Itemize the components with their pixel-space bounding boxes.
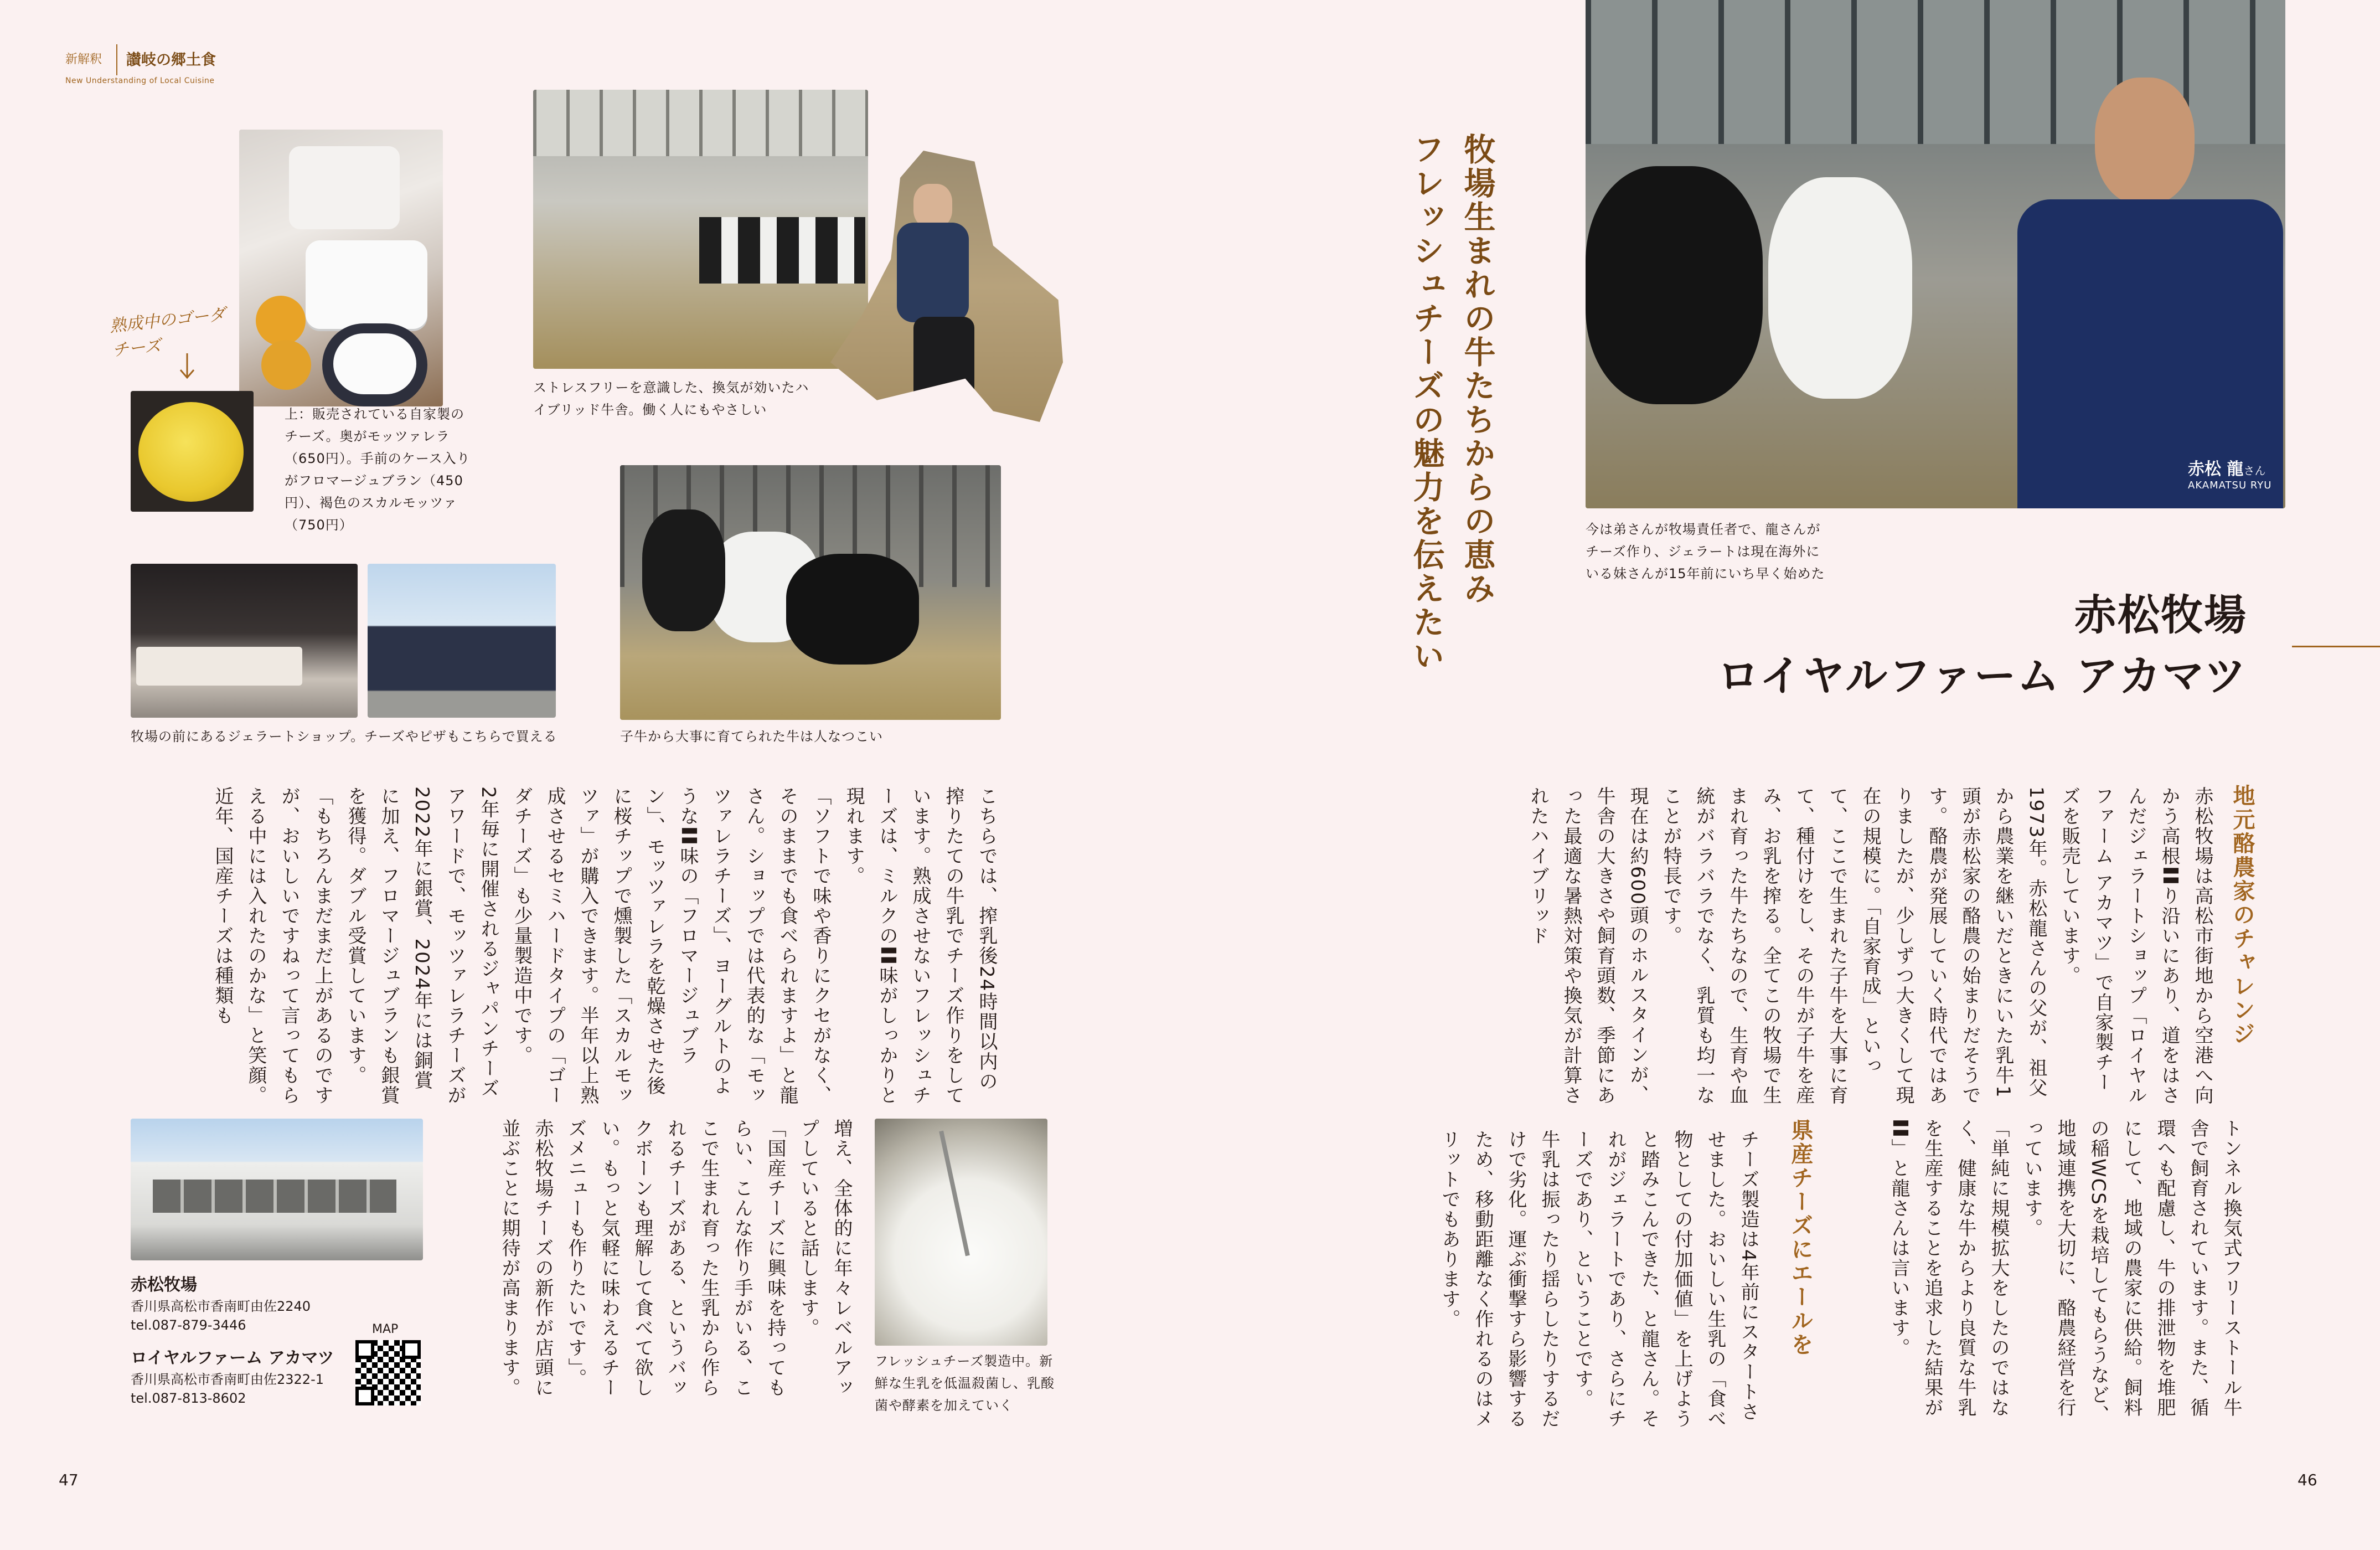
caption-fresh-cheese: フレッシュチーズ製造中。新鮮な生乳を低温殺菌し、乳酸菌や酵素を加えていく [875, 1353, 1055, 1413]
right-body-lower [1377, 1130, 1765, 1429]
cheese-products-photo [239, 130, 443, 406]
hybrid-barn-photo [533, 90, 868, 369]
right-cont-para-1: トンネル換気式フリーストール牛舎で飼育されています。また、循環へも配慮し、牛の排泄物を堆肥にして、地域の農家に供給。飼料の稲WCSを栽培してもらうなど、地域連携を大切に、酪農経営を行っています。 [2021, 1119, 2242, 1425]
page-number-right: 46 [2298, 1471, 2317, 1489]
info-name-1: 赤松牧場 [131, 1275, 197, 1295]
left-body-para-3: 2年毎に開催されるジャパンチーズアワードで、モッツァレラチーズが2022年に銀賞、2024年には銅賞に加え、フロマージュブランも銀賞を獲得。ダブル受賞しています。 [344, 786, 499, 1105]
caption-portrait: 今は弟さんが牧場責任者で、龍さんがチーズ作り、ジェラートは現在海外にいる妹さんが15年前にいち早く始めた [1586, 522, 1825, 581]
page-number-left: 47 [59, 1471, 79, 1489]
right-body-para-1: 赤松牧場は高松市街地から空港へ向かう高根〓り沿いにあり、道をはさんだジェラートショップ「ロイヤルファーム アカマツ」で自家製チーズを販売しています。 [2058, 786, 2213, 1105]
title-rule [2292, 646, 2380, 647]
right-body-para-2: 1973年。赤松龍さんの父が、祖父から農業を継いだときにいた乳牛1頭が赤松家の酪農の始まりだそうです。酪農が発展していく時代ではありましたが、少しずつ大きくして現在の規模に。「自家育成」といって、ここで生まれた子牛を大事に育て、種付けをし、その牛が子牛を産み、お乳を搾る。全てこの牧場で生まれ育った牛たちなので、生育や血統がバラバラでなく、乳質も均一なことが特長です。 [1660, 786, 2047, 1105]
arrow-down-icon [176, 352, 198, 380]
header-subtitle: New Understanding of Local Cuisine [65, 76, 215, 85]
header-title: 讃岐の郷土食 [126, 52, 216, 69]
info-address-1: 香川県高松市香南町由佐2240 [131, 1299, 311, 1314]
gouda-cheese-photo [131, 391, 254, 512]
left-body-lower [460, 1119, 858, 1407]
caption-calf: 子牛から大事に育てられた牛は人なつこい [620, 729, 883, 744]
left-lower-para-3: 赤松牧場チーズの新作が店頭に並ぶことに期待が高まります。 [498, 1119, 554, 1398]
header-kicker: 新解釈 [65, 53, 102, 66]
gelato-shop-interior-photo [131, 564, 358, 718]
cows-feeding-photo [620, 465, 1001, 720]
info-address-2: 香川県高松市香南町由佐2322-1 [131, 1372, 324, 1387]
portrait-photo [1586, 0, 2285, 508]
lead-title [1401, 133, 1503, 687]
right-cont-para-2: 「単純に規模拡大をしたのではなく、健康な牛からより良質な牛乳を生産することを追求した結果が〓」と龍さんは言います。 [1888, 1119, 2010, 1418]
info-tel-2: tel.087-813-8602 [131, 1391, 246, 1406]
right-body-main [1377, 786, 2219, 1108]
left-lower-para-2: 「国産チーズに興味を持ってもらい、こんな作り手がいる、ここで生まれ育った生乳から作られるチーズがある、というバックボーンも理解して食べて欲しい。もっと気軽に味わえるチーズメニューも作りたいです」。 [565, 1119, 786, 1398]
left-lower-para-1: 増え、全体的に年々レベルアップしていると話します。 [797, 1119, 853, 1398]
farm-building-photo [131, 1119, 423, 1260]
lead-line-2: フレッシュチーズの魅力を伝えたい [1408, 133, 1444, 673]
caption-cheese: 上：販売されている自家製のチーズ。奥がモッツァレラ（650円）。手前のケース入りがフロマージュブラン（450円）、褐色のスカルモッツァ（750円） [285, 406, 471, 533]
left-body-para-2: 「ソフトで味や香りにクセがなく、そのままでも食べられますよ」と龍さん。ショップでは代表的な「モッツァレラチーズ」、ヨーグルトのような〓味の「フロマージュブラン」、モッツァレラを乾燥させた後に桜チップで燻製した「スカルモッツァ」が購入できます。半年以上熟成させるセミハードタイプの「ゴーダチーズ」も少量製造中です。 [510, 786, 832, 1105]
info-tel-1: tel.087-879-3446 [131, 1317, 246, 1333]
left-body-para-4: 「もちろんまだまだ上があるのですが、おいしいですねって言ってもらえる中には入れたのかな」と笑顔。近年、国産チーズは種類も [211, 786, 333, 1105]
right-body-upper-right [1860, 1119, 2248, 1429]
gelato-shop-exterior-photo [368, 564, 556, 718]
right-body-para-3: 現在は約600頭のホルスタインが、牛舎の大きさや飼育頭数、季節にあった最適な暑熱対策や換気が計算されたハイブリッド [1527, 786, 1649, 1105]
heading-cheer-local-cheese: 県産チーズにエールを [1788, 1119, 1813, 1357]
left-body-upper [128, 786, 1003, 1108]
caption-barn: ストレスフリーを意識した、換気が効いたハイブリッド牛舎。働く人にもやさしい [533, 380, 809, 418]
portrait-roman: AKAMATSU RYU [2188, 480, 2272, 491]
handwritten-gouda-note: 熟成中のゴーダチーズ [109, 305, 226, 361]
heading-local-dairy-challenge: 地元酪農家のチャレンジ [2229, 784, 2255, 1046]
map-label: MAP [372, 1322, 399, 1336]
info-name-2: ロイヤルファーム アカマツ [131, 1348, 334, 1368]
lead-line-1: 牧場生まれの牛たちからの恵み [1459, 133, 1495, 606]
map-qr-code[interactable] [355, 1340, 421, 1405]
farm-title-line-2: ロイヤルファーム アカマツ [1717, 651, 2247, 701]
left-body-para-1: こちらでは、搾乳後24時間以内の搾りたての牛乳でチーズ作りをしています。熟成させないフレッシュチーズは、ミルクの〓味がしっかりと現れます。 [843, 786, 998, 1105]
portrait-name-suffix: さん [2243, 464, 2266, 477]
right-lower-para-1: チーズ製造は4年前にスタートさせました。おいしい生乳の「食べ物としての付加価値」を上げようと踏みこんできた、と龍さん。それがジェラートであり、さらにチーズであり、ということです。 [1571, 1130, 1759, 1429]
caption-shop: 牧場の前にあるジェラートショップ。チーズやピザもこちらで買える [131, 729, 557, 744]
farm-title [1583, 585, 2247, 707]
fresh-cheese-making-photo [875, 1119, 1047, 1346]
farm-title-line-1: 赤松牧場 [2074, 590, 2247, 640]
header-divider [116, 44, 117, 75]
right-lower-para-2: 牛乳は振ったり揺らしたりするだけで劣化。運ぶ衝撃すら影響するため、移動距離なく作れるのはメリットでもあります。 [1438, 1130, 1560, 1429]
portrait-name: 赤松 龍 [2188, 460, 2244, 479]
portrait-nameplate [2188, 455, 2271, 491]
